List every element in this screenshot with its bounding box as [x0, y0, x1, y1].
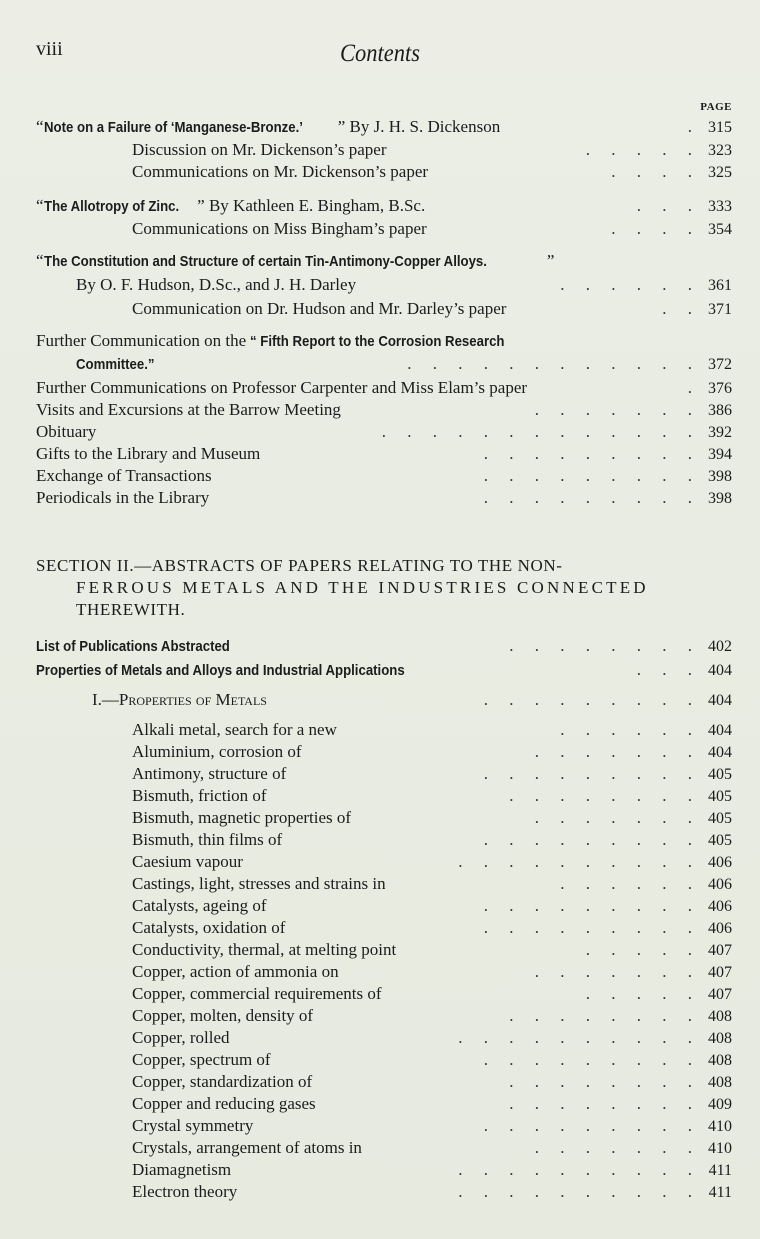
entry-bold-title: Committee.”: [76, 356, 155, 373]
entry-page-number: 408: [708, 1052, 732, 1069]
dot-leader: . . . . . . . . .: [483, 764, 692, 783]
entry-page-number: 376: [708, 380, 732, 397]
entry-page-number: 386: [708, 402, 732, 419]
entry-text: Further Communications on Professor Carpenter and Miss Elam’s paper: [36, 378, 528, 397]
toc-entry: [0, 874, 760, 896]
toc-entry: [0, 636, 760, 658]
entry-page-number: 405: [708, 832, 732, 849]
entry-title: [132, 1160, 231, 1180]
entry-text: Gifts to the Library and Museum: [36, 444, 261, 463]
entry-page-number: 398: [708, 468, 732, 485]
entry-page-number: 404: [708, 662, 732, 679]
entry-page-number: 392: [708, 424, 732, 441]
entry-bold-title: The Constitution and Structure of certain Tin-Antimony-Copper Alloys.: [43, 253, 487, 270]
entry-page-number: 408: [708, 1008, 732, 1025]
open-quote: “: [36, 117, 44, 136]
dot-leader: . . . . .: [585, 140, 692, 159]
entry-title: [132, 140, 387, 160]
toc-entry: [0, 852, 760, 874]
entry-text: Bismuth, magnetic properties of: [132, 808, 352, 827]
toc-entry: [0, 162, 760, 184]
entry-page-number: 407: [708, 942, 732, 959]
entry-text: I.—Properties of Metals: [92, 690, 267, 709]
entry-title: [36, 331, 540, 351]
dot-leader: . . . . . .: [560, 874, 692, 893]
entry-title: [132, 764, 286, 784]
dot-leader: . . . . . . .: [534, 742, 692, 761]
entry-page-number: 405: [708, 788, 732, 805]
entry-title: [36, 636, 256, 656]
dot-leader: . . . . .: [585, 984, 692, 1003]
entry-page-number: 372: [708, 356, 732, 373]
entry-title: [132, 786, 267, 806]
dot-leader: . . . . . . . . .: [483, 690, 692, 709]
dot-leader: . . . . . . . . .: [483, 918, 692, 937]
entry-bold-title: “ Fifth Report to the Corrosion Research: [250, 333, 505, 350]
dot-leader: . . . . . . .: [534, 808, 692, 827]
toc-entry: [0, 488, 760, 510]
toc-entry: [0, 400, 760, 422]
entry-text: Catalysts, oxidation of: [132, 918, 286, 937]
entry-page-number: 410: [708, 1118, 732, 1135]
dot-leader: . . . . . .: [560, 275, 692, 294]
entry-text: Visits and Excursions at the Barrow Meeting: [36, 400, 341, 419]
dot-leader: . .: [662, 299, 692, 318]
entry-bold-title: List of Publications Abstracted: [36, 638, 230, 655]
toc-entry: [0, 786, 760, 808]
entry-page-number: 411: [708, 1184, 732, 1201]
section-heading: [36, 555, 696, 621]
dot-leader: . . . . . . . . .: [483, 1050, 692, 1069]
entry-text: Antimony, structure of: [132, 764, 287, 783]
entry-page-number: 361: [708, 277, 732, 294]
dot-leader: . . . . . . . .: [509, 1094, 692, 1113]
entry-page-number: 402: [708, 638, 732, 655]
entry-text: Crystals, arrangement of atoms in: [132, 1138, 362, 1157]
entry-title: [36, 660, 455, 680]
entry-title: [132, 918, 285, 938]
toc-entry: [0, 940, 760, 962]
toc-entry: [0, 1028, 760, 1050]
entry-title: [36, 378, 527, 398]
dot-leader: . . . .: [611, 219, 692, 238]
entry-title: [132, 1072, 312, 1092]
entry-page-number: 325: [708, 164, 732, 181]
entry-author: ” By Kathleen E. Bingham, B.Sc.: [197, 196, 426, 215]
entry-page-number: 411: [708, 1162, 732, 1179]
open-quote: “: [36, 196, 44, 215]
dot-leader: . . . . . .: [560, 720, 692, 739]
entry-title: [132, 742, 302, 762]
section-heading-line: FERROUS METALS AND THE INDUSTRIES CONNECTED: [76, 578, 649, 597]
dot-leader: . . .: [636, 196, 692, 215]
toc-entry: [0, 354, 760, 376]
entry-title: [132, 852, 243, 872]
entry-text: Bismuth, friction of: [132, 786, 267, 805]
toc-entry: [0, 742, 760, 764]
toc-entry: [0, 1006, 760, 1028]
dot-leader: . . . . . . .: [534, 962, 692, 981]
entry-title: [36, 444, 260, 464]
toc-entry: [0, 196, 760, 218]
toc-entry: [0, 140, 760, 162]
toc-entry: [0, 219, 760, 241]
entry-page-number: 371: [708, 301, 732, 318]
entry-title: [36, 488, 209, 508]
dot-leader: . . . . . . . .: [509, 1006, 692, 1025]
toc-entry: [0, 690, 760, 712]
entry-title: [132, 299, 506, 319]
entry-title: [76, 354, 165, 374]
entry-page-number: 398: [708, 490, 732, 507]
toc-entry: [0, 918, 760, 940]
entry-text: Exchange of Transactions: [36, 466, 212, 485]
entry-text: Copper and reducing gases: [132, 1094, 316, 1113]
entry-page-number: 354: [708, 221, 732, 238]
entry-title: [132, 1094, 316, 1114]
dot-leader: . . . . . . .: [534, 400, 692, 419]
entry-title: [36, 251, 554, 271]
dot-leader: . . . . . . . . .: [483, 466, 692, 485]
dot-leader: . . . . .: [585, 940, 692, 959]
entry-text: Copper, commercial requirements of: [132, 984, 382, 1003]
entry-title: [36, 117, 500, 137]
toc-entry: [0, 962, 760, 984]
entry-title: [36, 422, 96, 442]
dot-leader: . . . . . . . . .: [483, 488, 692, 507]
dot-leader: . . . . . . . . . .: [458, 1160, 692, 1179]
entry-text: Copper, spectrum of: [132, 1050, 271, 1069]
entry-text: Diamagnetism: [132, 1160, 232, 1179]
entry-title: [36, 466, 212, 486]
entry-text: Aluminium, corrosion of: [132, 742, 302, 761]
entry-title: [132, 1028, 230, 1048]
dot-leader: .: [687, 378, 692, 397]
toc-entry: [0, 422, 760, 444]
entry-title: [132, 1182, 237, 1202]
entry-page-number: 405: [708, 766, 732, 783]
entry-text: Discussion on Mr. Dickenson’s paper: [132, 140, 387, 159]
entry-text: Crystal symmetry: [132, 1116, 254, 1135]
entry-title: [36, 400, 341, 420]
entry-page-number: 333: [708, 198, 732, 215]
toc-entry: [0, 444, 760, 466]
entry-bold-title: Properties of Metals and Alloys and Industrial Applications: [36, 662, 405, 679]
entry-title: [132, 830, 282, 850]
entry-title: [132, 940, 396, 960]
entry-page-number: 404: [708, 744, 732, 761]
entry-text: Alkali metal, search for a new: [132, 720, 337, 739]
entry-title: [132, 1050, 271, 1070]
section-heading-line: THEREWITH.: [76, 600, 186, 619]
entry-bold-title: Note on a Failure of ‘Manganese-Bronze.’: [43, 119, 303, 136]
page-title: Contents: [339, 40, 421, 67]
dot-leader: . . . . . . . . . . . . .: [381, 422, 692, 441]
entry-page-number: 405: [708, 810, 732, 827]
entry-title: [132, 808, 351, 828]
dot-leader: . . . . . . . .: [509, 786, 692, 805]
toc-entry: [0, 299, 760, 321]
entry-text: Copper, rolled: [132, 1028, 230, 1047]
toc-entry: [0, 1072, 760, 1094]
entry-page-number: 408: [708, 1030, 732, 1047]
dot-leader: . . . . . . . . .: [483, 1116, 692, 1135]
entry-text: Communications on Mr. Dickenson’s paper: [132, 162, 429, 181]
entry-page-number: 406: [708, 920, 732, 937]
toc-entry: [0, 1138, 760, 1160]
toc-entry: [0, 1116, 760, 1138]
entry-text: Electron theory: [132, 1182, 238, 1201]
toc-entry: [0, 275, 760, 297]
entry-text: Copper, molten, density of: [132, 1006, 314, 1025]
toc-entry: [0, 331, 760, 353]
toc-entry: [0, 984, 760, 1006]
entry-title: [132, 874, 386, 894]
entry-title: [76, 275, 356, 295]
entry-text: Catalysts, ageing of: [132, 896, 267, 915]
entry-page-number: 409: [708, 1096, 732, 1113]
dot-leader: . . . . . . . . . .: [458, 1028, 692, 1047]
entry-text: Periodicals in the Library: [36, 488, 210, 507]
entry-title: [92, 690, 267, 710]
entry-text: Bismuth, thin films of: [132, 830, 283, 849]
dot-leader: . . . . . . . . . .: [458, 1182, 692, 1201]
entry-title: [132, 962, 339, 982]
entry-text: By O. F. Hudson, D.Sc., and J. H. Darley: [76, 275, 357, 294]
entry-text: Obituary: [36, 422, 97, 441]
entry-page-number: 404: [708, 722, 732, 739]
entry-title: [132, 162, 428, 182]
page-column-label: PAGE: [700, 101, 732, 113]
toc-entry: [0, 830, 760, 852]
toc-entry: [0, 466, 760, 488]
dot-leader: . . . . . . .: [534, 1138, 692, 1157]
toc-entry: [0, 1182, 760, 1204]
entry-title: [132, 1138, 362, 1158]
entry-text: Communication on Dr. Hudson and Mr. Darley’s paper: [132, 299, 507, 318]
dot-leader: . . . .: [611, 162, 692, 181]
entry-title: [132, 1006, 313, 1026]
page-number: viii: [36, 38, 63, 60]
toc-entry: [0, 660, 760, 682]
entry-page-number: 323: [708, 142, 732, 159]
entry-page-number: 315: [708, 119, 732, 136]
entry-page-number: 410: [708, 1140, 732, 1157]
entry-page-number: 404: [708, 692, 732, 709]
entry-text: Copper, action of ammonia on: [132, 962, 339, 981]
toc-entry: [0, 1094, 760, 1116]
entry-page-number: 406: [708, 876, 732, 893]
dot-leader: . . . . . . . . .: [483, 830, 692, 849]
dot-leader: . . . . . . . . . .: [458, 852, 692, 871]
toc-entry: [0, 764, 760, 786]
dot-leader: . . . . . . . .: [509, 1072, 692, 1091]
entry-title: [132, 219, 427, 239]
entry-author: ” By J. H. S. Dickenson: [337, 117, 501, 136]
entry-text: Communications on Miss Bingham’s paper: [132, 219, 427, 238]
entry-text: Further Communication on the: [36, 331, 251, 350]
entry-text: Copper, standardization of: [132, 1072, 313, 1091]
entry-page-number: 406: [708, 854, 732, 871]
entry-title: [132, 896, 267, 916]
toc-entry: [0, 251, 760, 273]
entry-page-number: 394: [708, 446, 732, 463]
toc-entry: [0, 117, 760, 139]
toc-entry: [0, 808, 760, 830]
entry-title: [132, 1116, 253, 1136]
dot-leader: .: [683, 117, 692, 136]
dot-leader: . . . . . . . .: [509, 636, 692, 655]
open-quote: “: [36, 251, 44, 270]
entry-page-number: 407: [708, 986, 732, 1003]
dot-leader: . . . . . . . . .: [483, 896, 692, 915]
section-heading-line: SECTION II.—ABSTRACTS OF PAPERS RELATING TO THE NON-: [36, 556, 563, 575]
toc-entry: [0, 720, 760, 742]
entry-page-number: 408: [708, 1074, 732, 1091]
entry-title: [132, 984, 382, 1004]
entry-text: Castings, light, stresses and strains in: [132, 874, 386, 893]
entry-page-number: 407: [708, 964, 732, 981]
toc-entry: [0, 1050, 760, 1072]
entry-text: Caesium vapour: [132, 852, 243, 871]
dot-leader: . . .: [636, 660, 692, 679]
toc-entry: [0, 378, 760, 400]
entry-page-number: 406: [708, 898, 732, 915]
entry-title: [36, 196, 425, 216]
toc-entry: [0, 1160, 760, 1182]
dot-leader: . . . . . . . . . . . .: [403, 354, 692, 373]
entry-text: Conductivity, thermal, at melting point: [132, 940, 397, 959]
toc-entry: [0, 896, 760, 918]
entry-title: [132, 720, 337, 740]
entry-author: ”: [546, 251, 555, 270]
entry-bold-title: The Allotropy of Zinc.: [43, 198, 179, 215]
dot-leader: . . . . . . . . .: [483, 444, 692, 463]
